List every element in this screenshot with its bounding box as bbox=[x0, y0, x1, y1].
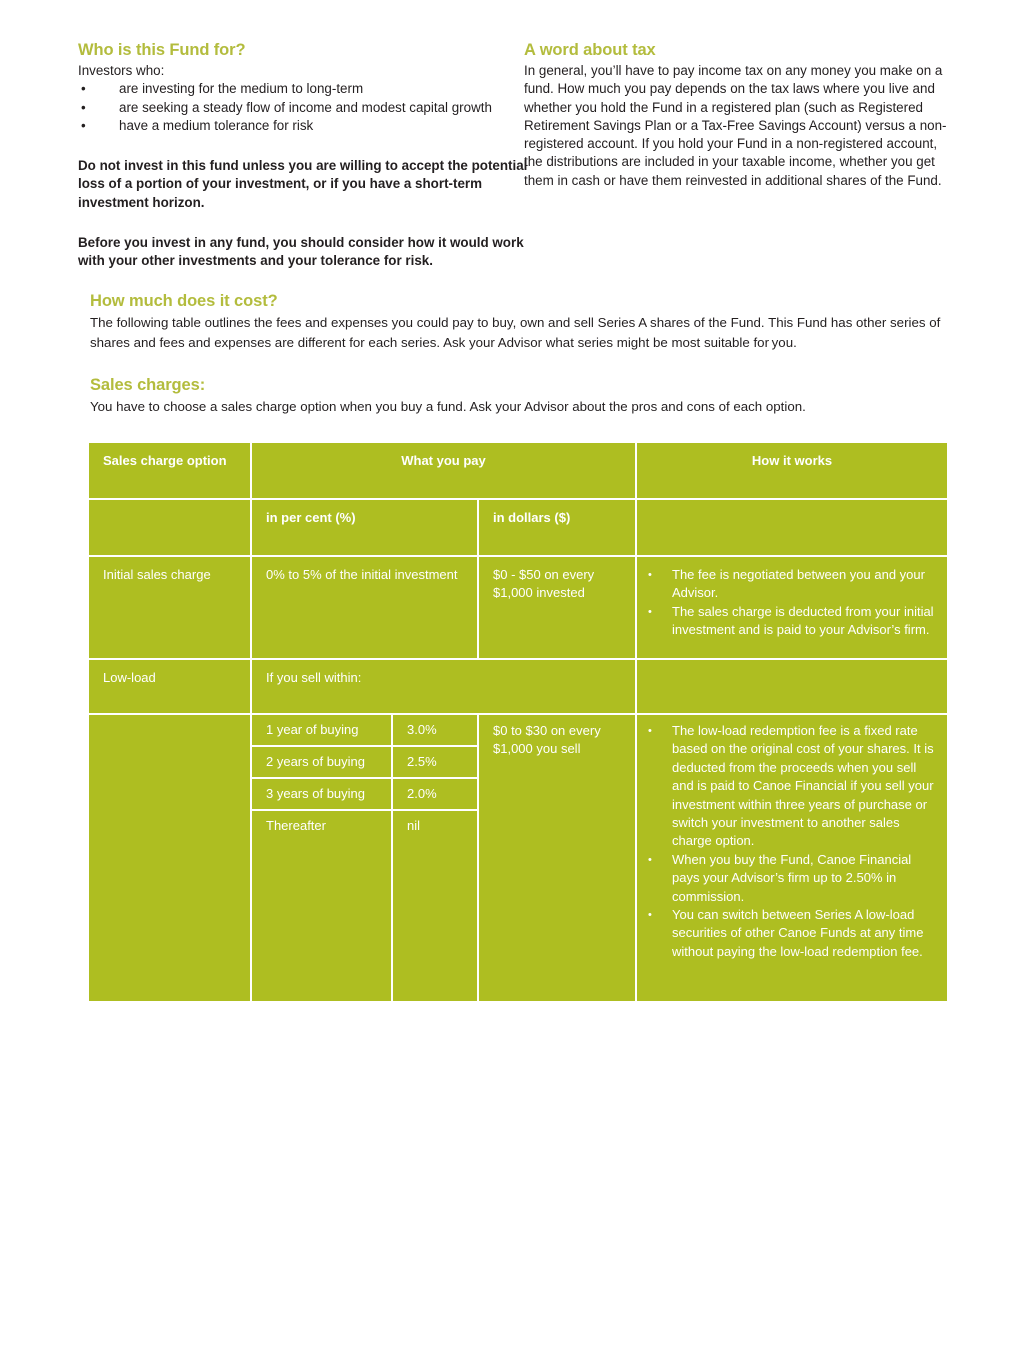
cell-value: $0 to $30 on every $1,000 you sell bbox=[493, 723, 601, 757]
page-title-a-word-about-tax: A word about tax bbox=[524, 41, 656, 59]
risk-warning-text: Do not invest in this fund unless you are willing to accept the potential loss of a portion of your investment, or if you have a short-term investment horizon. bbox=[78, 158, 528, 210]
table-row-low-load-option bbox=[89, 660, 250, 713]
list-item-label: The sales charge is deducted from your initial investment and is paid to your Advisor’s firm. bbox=[672, 603, 934, 638]
table-row-low-load-rate-3 bbox=[393, 779, 477, 809]
cell-value: 2 years of buying bbox=[266, 754, 366, 769]
table-row-low-load-rate-2 bbox=[393, 747, 477, 777]
list-item bbox=[647, 851, 935, 906]
table-header-blank-option bbox=[89, 500, 250, 555]
cell-value: 3 years of buying bbox=[266, 786, 366, 801]
list-item-label: When you buy the Fund, Canoe Financial pays your Advisor’s firm up to 2.50% in commission. bbox=[672, 851, 912, 904]
header-label: in dollars ($) bbox=[493, 510, 571, 525]
list-item-label: have a medium tolerance for risk bbox=[119, 117, 314, 133]
bullet-icon: • bbox=[648, 605, 652, 618]
cell-value: Thereafter bbox=[266, 818, 326, 833]
spacer bbox=[78, 135, 528, 157]
how-it-works-list bbox=[647, 722, 935, 961]
how-it-works-list bbox=[647, 566, 935, 640]
page-title-sales-charges: Sales charges: bbox=[90, 376, 206, 394]
table-row-low-load-rate-1 bbox=[393, 715, 477, 745]
cell-value: If you sell within: bbox=[266, 670, 362, 685]
table-header-blank-how-it-works bbox=[637, 500, 947, 555]
cell-value: Low-load bbox=[103, 670, 156, 685]
cell-value: nil bbox=[407, 818, 421, 833]
sales-charges-paragraph: You have to choose a sales charge option when you buy a fund. Ask your Advisor about the pros and cons of each option. bbox=[90, 399, 806, 414]
header-label: What you pay bbox=[401, 453, 486, 468]
table-row-low-load-period-2 bbox=[252, 747, 391, 777]
list-item-label: The fee is negotiated between you and your Advisor. bbox=[672, 567, 925, 601]
sales-charge-fee-table bbox=[89, 443, 947, 1001]
list-item-label: are seeking a steady flow of income and modest capital growth bbox=[119, 99, 492, 115]
list-item bbox=[78, 117, 528, 135]
table-row-low-load-period-3 bbox=[252, 779, 391, 809]
cell-value: 0% to 5% of the initial investment bbox=[266, 567, 458, 582]
table-row-initial-sales-charge-option bbox=[89, 557, 250, 658]
list-item bbox=[78, 80, 528, 98]
page-title-who-is-this-fund-for: Who is this Fund for? bbox=[78, 41, 246, 59]
list-item bbox=[78, 99, 528, 117]
bullet-icon: • bbox=[648, 725, 652, 737]
cell-value: $0 - $50 on every $1,000 invested bbox=[493, 567, 595, 601]
list-item bbox=[647, 566, 935, 603]
table-row-low-load-sell-within-label bbox=[252, 660, 635, 713]
table-row-initial-sales-charge-how-it-works bbox=[637, 557, 947, 658]
table-header-what-you-pay bbox=[252, 443, 635, 498]
bullet-icon: • bbox=[81, 99, 86, 115]
table-header-how-it-works bbox=[637, 443, 947, 498]
section-how-much-does-it-cost bbox=[90, 291, 950, 352]
portfolio-fit-note: Before you invest in any fund, you should consider how it would work with your other investments and your tolerance for risk. bbox=[78, 235, 524, 269]
table-row-low-load-period-4 bbox=[252, 811, 391, 1001]
section-who-is-this-fund-for bbox=[78, 40, 528, 271]
table-row-initial-sales-charge-per-cent bbox=[252, 557, 477, 658]
header-label: Sales charge option bbox=[103, 453, 227, 468]
section-sales-charges bbox=[90, 375, 950, 417]
table-header-in-per-cent bbox=[252, 500, 477, 555]
list-item-label: The low-load redemption fee is a fixed rate based on the original cost of your shares. It is deducted from the proceeds when you sell and is paid to Canoe Financial if you sell your investment within three years of purchase or switch your investment to another sales charge option. bbox=[672, 723, 934, 849]
bullet-icon: • bbox=[648, 909, 652, 922]
table-header-sales-charge-option bbox=[89, 443, 250, 498]
cell-value: 3.0% bbox=[407, 722, 437, 737]
header-label: in per cent (%) bbox=[266, 510, 356, 525]
investor-profile-list bbox=[78, 80, 528, 135]
list-item-label: You can switch between Series A low-load securities of other Canoe Funds at any time without paying the low-load redemption fee. bbox=[672, 907, 924, 959]
cell-value: Initial sales charge bbox=[103, 567, 211, 582]
cell-value: 2.0% bbox=[407, 786, 437, 801]
list-item bbox=[647, 722, 935, 851]
spacer bbox=[78, 212, 528, 234]
cell-value: 2.5% bbox=[407, 754, 437, 769]
table-row-low-load-dollars bbox=[479, 715, 635, 1001]
list-item bbox=[647, 603, 935, 640]
table-row-low-load-how-it-works bbox=[637, 715, 947, 1001]
bullet-icon: • bbox=[81, 117, 86, 133]
table-row-initial-sales-charge-dollars bbox=[479, 557, 635, 658]
bullet-icon: • bbox=[648, 853, 652, 866]
list-item-label: are investing for the medium to long-term bbox=[119, 81, 364, 97]
cell-value: 1 year of buying bbox=[266, 722, 359, 737]
table-header-in-dollars bbox=[479, 500, 635, 555]
table-row-low-load-how-it-works-blank bbox=[637, 660, 947, 713]
table-row-low-load-period-1 bbox=[252, 715, 391, 745]
section-a-word-about-tax bbox=[524, 40, 949, 190]
investors-who-intro: Investors who: bbox=[78, 63, 165, 78]
page-title-how-much-does-it-cost: How much does it cost? bbox=[90, 292, 278, 310]
bullet-icon: • bbox=[648, 569, 652, 581]
bullet-icon: • bbox=[81, 81, 86, 97]
list-item bbox=[647, 906, 935, 961]
table-row-low-load-rate-4 bbox=[393, 811, 477, 1001]
cost-paragraph: The following table outlines the fees and expenses you could pay to buy, own and sell Series A shares of the Fund. This Fund has other series of shares and fees and expenses are different for each series. Ask your Advisor what series might be most suitable for you. bbox=[90, 315, 941, 350]
header-label: How it works bbox=[751, 453, 833, 468]
table-row-low-load-option-blank bbox=[89, 715, 250, 1001]
tax-paragraph: In general, you’ll have to pay income tax on any money you make on a fund. How much you pay depends on the tax laws where you live and whether you hold the Fund in a registered plan (such as Registered Retirement Savings Plan or a Tax-Free Savings Account) versus a non-registered account. If you hold your Fund in a non-registered account, the distributions are included in your taxable income, whether you get them in cash or have them reinvested in additional shares of the Fund. bbox=[524, 63, 947, 188]
